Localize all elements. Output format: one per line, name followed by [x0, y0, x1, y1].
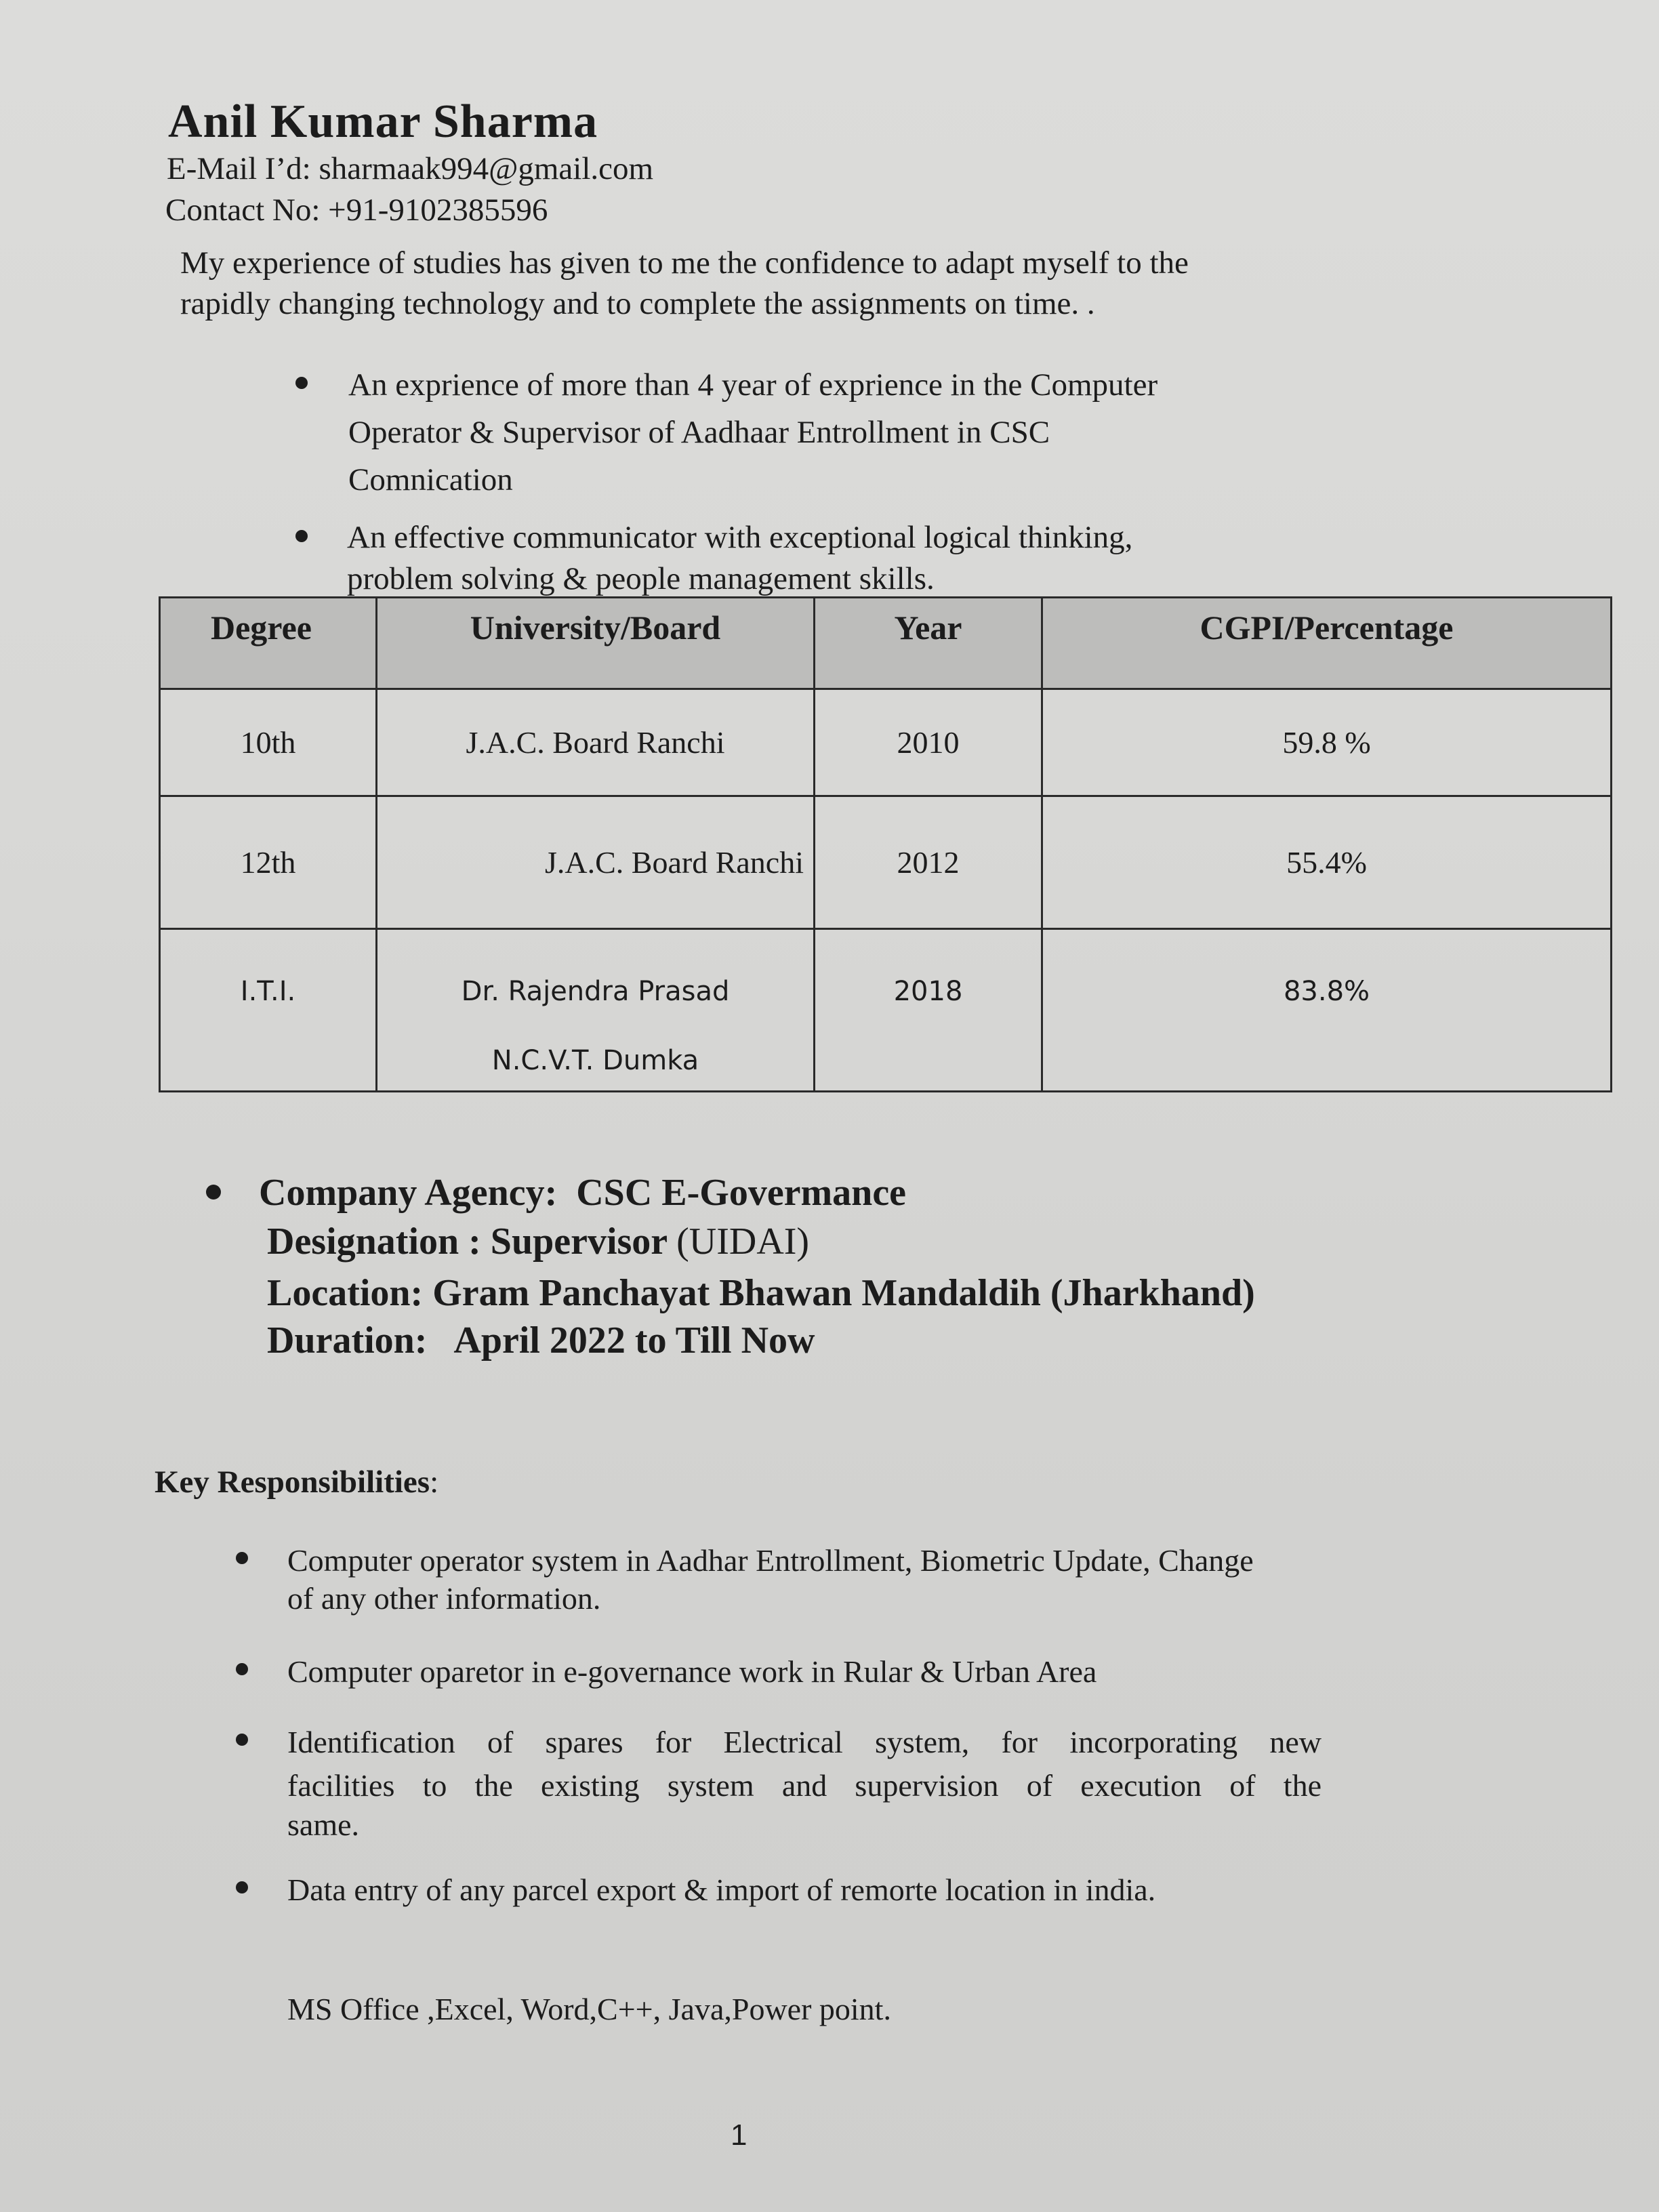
header-university: University/Board: [377, 598, 815, 689]
cell-board: [377, 929, 815, 1092]
skills-line: MS Office ,Excel, Word,C++, Java,Power point.: [287, 1992, 891, 2026]
table-row: [160, 929, 1612, 1092]
cell-degree: 12th: [160, 796, 377, 929]
cell-score: 59.8 %: [1042, 689, 1612, 796]
bullet-icon: [236, 1552, 248, 1564]
company-agency-line: [259, 1171, 906, 1214]
contact-line: Contact No: +91-9102385596: [165, 192, 548, 228]
responsibilities-heading-colon: :: [430, 1465, 439, 1500]
cell-year: [815, 929, 1042, 1092]
cell-year-text: 2018: [893, 976, 963, 1007]
cell-board: J.A.C. Board Ranchi: [377, 796, 815, 929]
responsibility-3-line-1: Identification of spares for Electrical system, for incorporating new: [287, 1725, 1322, 1759]
designation-value: Supervisor: [490, 1221, 668, 1263]
cell-board-line-2: N.C.V.T. Dumka: [491, 1045, 699, 1076]
header-percentage: CGPI/Percentage: [1042, 598, 1612, 689]
responsibilities-heading-text: Key Responsibilities: [155, 1465, 430, 1500]
designation-suffix: (UIDAI): [676, 1221, 810, 1263]
education-table: [159, 596, 1612, 1092]
highlight-1-line-2: Operator & Supervisor of Aadhaar Entrollment in CSC: [348, 415, 1050, 450]
table-row: [160, 796, 1612, 929]
candidate-name: Anil Kumar Sharma: [168, 96, 598, 148]
location-line: Location: Gram Panchayat Bhawan Mandaldih (Jharkhand): [267, 1272, 1255, 1314]
designation-label: Designation :: [267, 1221, 481, 1263]
cell-board-line-1: Dr. Rajendra Prasad: [461, 976, 730, 1007]
designation-line: [267, 1220, 809, 1263]
highlight-1-line-3: Comnication: [348, 462, 513, 497]
cell-score-text: 83.8%: [1283, 976, 1370, 1007]
bullet-icon: [295, 377, 308, 389]
header-year: Year: [815, 598, 1042, 689]
bullet-icon: [236, 1663, 248, 1675]
highlight-2-line-1: An effective communicator with exceptional logical thinking,: [347, 520, 1133, 555]
company-value: CSC E-Govermance: [576, 1172, 907, 1214]
highlight-1-line-1: An exprience of more than 4 year of exprience in the Computer: [348, 367, 1158, 403]
responsibility-2-line-1: Computer oparetor in e-governance work in Rular & Urban Area: [287, 1654, 1097, 1689]
bullet-icon: [236, 1734, 248, 1746]
cell-year: 2010: [815, 689, 1042, 796]
highlight-2-line-2: problem solving & people management skills.: [347, 561, 935, 596]
cell-degree: [160, 929, 377, 1092]
company-label: Company Agency:: [259, 1172, 558, 1214]
page-number: 1: [731, 2118, 747, 2152]
responsibility-4-line-1: Data entry of any parcel export & import of remorte location in india.: [287, 1872, 1156, 1907]
responsibility-1-line-2: of any other information.: [287, 1581, 601, 1616]
bullet-icon: [295, 530, 308, 542]
objective-line-2: rapidly changing technology and to complete the assignments on time. .: [180, 286, 1095, 321]
duration-value: April 2022 to Till Now: [453, 1319, 815, 1361]
duration-label: Duration:: [267, 1319, 428, 1361]
table-row: [160, 689, 1612, 796]
responsibilities-heading: [155, 1464, 438, 1500]
bullet-icon: [236, 1881, 248, 1893]
objective-line-1: My experience of studies has given to me the confidence to adapt myself to the: [180, 245, 1189, 281]
bullet-icon: [206, 1185, 221, 1200]
responsibility-3-line-2: facilities to the existing system and supervision of execution of the: [287, 1768, 1322, 1803]
cell-score: 55.4%: [1042, 796, 1612, 929]
cell-year: 2012: [815, 796, 1042, 929]
cell-degree-text: I.T.I.: [240, 976, 296, 1007]
header-degree: Degree: [160, 598, 377, 689]
cell-board: J.A.C. Board Ranchi: [377, 689, 815, 796]
responsibility-1-line-1: Computer operator system in Aadhar Entrollment, Biometric Update, Change: [287, 1543, 1254, 1578]
cell-degree: 10th: [160, 689, 377, 796]
duration-line: [267, 1319, 815, 1362]
responsibility-3-line-3: same.: [287, 1807, 360, 1842]
table-header-row: [160, 598, 1612, 689]
email-line: E-Mail I’d: sharmaak994@gmail.com: [167, 151, 654, 186]
cell-score: [1042, 929, 1612, 1092]
